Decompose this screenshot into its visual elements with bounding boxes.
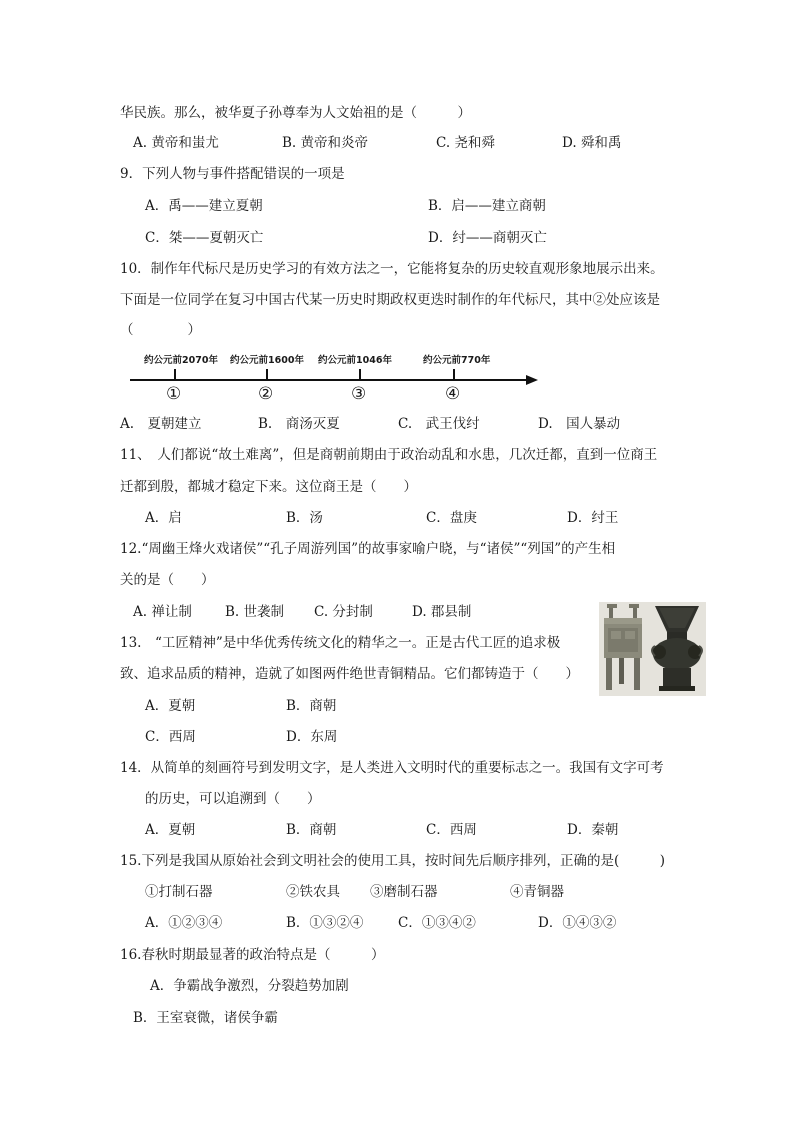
q9-option-c[interactable]: C．桀——夏朝灭亡 bbox=[145, 230, 264, 246]
q8-option-a[interactable]: A. 黄帝和蚩尤 bbox=[133, 135, 219, 151]
q8-option-d[interactable]: D. 舜和禹 bbox=[562, 135, 622, 151]
q11-option-c[interactable]: C．盘庚 bbox=[426, 510, 477, 526]
q15-option-c[interactable]: C．①③④② bbox=[398, 915, 476, 931]
timeline-axis bbox=[130, 379, 530, 381]
q8-option-b[interactable]: B. 黄帝和炎帝 bbox=[282, 135, 369, 151]
timeline-mark-2: ② bbox=[258, 384, 274, 404]
q12-option-c[interactable]: C. 分封制 bbox=[314, 604, 373, 620]
q11-stem-line2: 迁都到殷，都城才稳定下来。这位商王是（ ） bbox=[120, 479, 417, 495]
q12-option-b[interactable]: B. 世袭制 bbox=[225, 604, 285, 620]
timeline-tick-3 bbox=[359, 369, 361, 379]
q8-option-c[interactable]: C. 尧和舜 bbox=[436, 135, 495, 151]
q12-stem-line2: 关的是（ ） bbox=[120, 572, 215, 588]
q14-option-d[interactable]: D．秦朝 bbox=[567, 822, 619, 838]
timeline-tick-4 bbox=[453, 369, 455, 379]
q14-option-c[interactable]: C．西周 bbox=[426, 822, 477, 838]
q16-option-b[interactable]: B．王室衰微，诸侯争霸 bbox=[133, 1010, 278, 1026]
timeline-label-1: 约公元前2070年 bbox=[144, 355, 218, 366]
timeline-mark-4: ④ bbox=[445, 384, 461, 404]
q16-option-a[interactable]: A．争霸战争激烈，分裂趋势加剧 bbox=[150, 978, 349, 994]
timeline-label-4: 约公元前770年 bbox=[423, 355, 491, 366]
q13-stem-line2: 致、追求品质的精神，造就了如图两件绝世青铜精品。它们都铸造于（ ） bbox=[120, 666, 579, 682]
q12-option-a[interactable]: A. 禅让制 bbox=[133, 604, 192, 620]
timeline-label-3: 约公元前1046年 bbox=[318, 355, 392, 366]
timeline-mark-3: ③ bbox=[351, 384, 367, 404]
q9-option-d[interactable]: D．纣——商朝灭亡 bbox=[428, 230, 547, 246]
timeline-tick-2 bbox=[266, 369, 268, 379]
q13-option-d[interactable]: D．东周 bbox=[286, 729, 338, 745]
q8-stem: 华民族。那么，被华夏子孙尊奉为人文始祖的是（ ） bbox=[120, 105, 471, 121]
q9-stem: 9．下列人物与事件搭配错误的一项是 bbox=[120, 166, 345, 182]
q15-option-b[interactable]: B．①③②④ bbox=[286, 915, 364, 931]
q14-option-a[interactable]: A．夏朝 bbox=[145, 822, 196, 838]
bronze-vessels-image bbox=[599, 602, 706, 696]
q10-stem-line2: 下面是一位同学在复习中国古代某一历史时期政权更迭时制作的年代标尺，其中②处应该是 bbox=[120, 292, 660, 308]
timeline-arrow-icon bbox=[526, 375, 538, 385]
timeline-mark-1: ① bbox=[166, 384, 182, 404]
q16-stem: 16.春秋时期最显著的政治特点是（ ） bbox=[120, 947, 385, 963]
q13-option-c[interactable]: C．西周 bbox=[145, 729, 196, 745]
q15-option-a[interactable]: A．①②③④ bbox=[145, 915, 223, 931]
q11-option-a[interactable]: A．启 bbox=[145, 510, 182, 526]
q15-item-4: ④青铜器 bbox=[510, 884, 564, 900]
q10-option-b[interactable]: B. 商汤灭夏 bbox=[258, 416, 340, 432]
q15-stem: 15.下列是我国从原始社会到文明社会的使用工具，按时间先后顺序排列，正确的是( ) bbox=[120, 853, 666, 869]
q11-option-b[interactable]: B．汤 bbox=[286, 510, 323, 526]
q12-stem-line1: 12.“周幽王烽火戏诸侯”“孔子周游列国”的故事家喻户晓，与“诸侯”“列国”的产生相 bbox=[120, 541, 616, 557]
q9-option-b[interactable]: B．启——建立商朝 bbox=[428, 198, 546, 214]
q15-item-2: ②铁农具 bbox=[286, 884, 340, 900]
timeline-label-2: 约公元前1600年 bbox=[230, 355, 304, 366]
q13-option-b[interactable]: B．商朝 bbox=[286, 698, 337, 714]
timeline-tick-1 bbox=[174, 369, 176, 379]
q14-stem-line1: 14．从简单的刻画符号到发明文字，是人类进入文明时代的重要标志之一。我国有文字可考 bbox=[120, 760, 664, 776]
q11-option-d[interactable]: D．纣王 bbox=[567, 510, 619, 526]
q10-stem-line3: （ ） bbox=[120, 322, 201, 338]
q10-option-d[interactable]: D. 国人暴动 bbox=[538, 416, 621, 432]
q10-option-a[interactable]: A. 夏朝建立 bbox=[120, 416, 202, 432]
q13-option-a[interactable]: A．夏朝 bbox=[145, 698, 196, 714]
q15-item-1: ①打制石器 bbox=[145, 884, 213, 900]
q12-option-d[interactable]: D. 郡县制 bbox=[412, 604, 472, 620]
q11-stem-line1: 11、 人们都说“故土难离”，但是商朝前期由于政治动乱和水患，几次迁都，直到一位商王 bbox=[120, 447, 658, 463]
q10-stem-line1: 10．制作年代标尺是历史学习的有效方法之一，它能将复杂的历史较直观形象地展示出来。 bbox=[120, 261, 664, 277]
q10-option-c[interactable]: C. 武王伐纣 bbox=[398, 416, 480, 432]
q14-option-b[interactable]: B．商朝 bbox=[286, 822, 337, 838]
q14-stem-line2: 的历史，可以追溯到（ ） bbox=[145, 791, 321, 807]
q15-item-3: ③磨制石器 bbox=[370, 884, 438, 900]
q13-stem-line1: 13. “工匠精神”是中华优秀传统文化的精华之一。正是古代工匠的追求极 bbox=[120, 635, 561, 651]
q9-option-a[interactable]: A．禹——建立夏朝 bbox=[145, 198, 263, 214]
q15-option-d[interactable]: D．①④③② bbox=[538, 915, 617, 931]
